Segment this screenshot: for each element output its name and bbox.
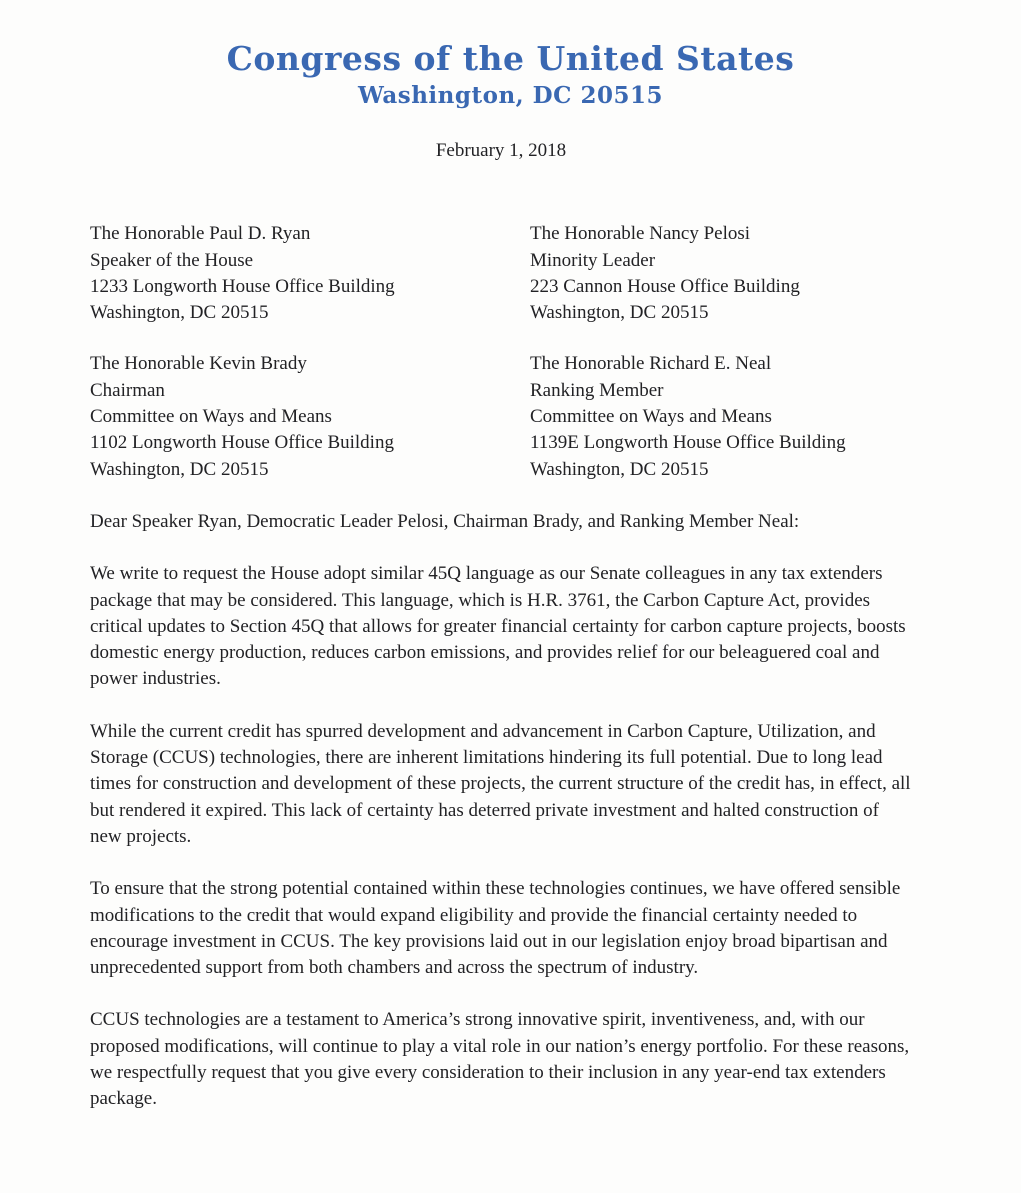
body-paragraph-1: We write to request the House adopt similar 45Q language as our Senate colleagues in any tax extenders package that may be considered. This language, which is H.R. 3761, the Carbon Capture Act, provides critical updates to Section 45Q that allows for greater financial certainty for carbon capture projects, boosts domestic energy production, reduces carbon emissions, and provides relief for our beleaguered coal and power industries.: [90, 563, 906, 690]
recipient-line: The Honorable Nancy Pelosi: [530, 223, 751, 245]
recipient-line: Committee on Ways and Means: [530, 406, 772, 428]
recipient-block-brady: [90, 351, 530, 482]
recipient-line: Committee on Ways and Means: [90, 406, 332, 428]
recipient-blocks: [90, 221, 912, 483]
recipient-line: 223 Cannon House Office Building: [530, 275, 800, 297]
recipient-line: 1102 Longworth House Office Building: [90, 432, 394, 454]
recipient-line: Chairman: [90, 379, 165, 401]
date-line: February 1, 2018: [435, 140, 567, 161]
recipient-line: Minority Leader: [530, 249, 656, 271]
recipient-line: Speaker of the House: [90, 249, 254, 271]
recipient-line: The Honorable Richard E. Neal: [530, 353, 772, 375]
recipient-line: Washington, DC 20515: [530, 458, 709, 480]
letterhead-title: Congress of the United States: [226, 39, 795, 78]
recipient-line: Washington, DC 20515: [90, 302, 269, 324]
recipient-block-ryan: [90, 221, 530, 326]
recipient-line: 1233 Longworth House Office Building: [90, 275, 395, 297]
body-paragraph-3: To ensure that the strong potential contained within these technologies continues, we have offered sensible modifications to the credit that would expand eligibility and provide the financial certainty needed to encourage investment in CCUS. The key provisions laid out in our legislation enjoy broad bipartisan and unprecedented support from both chambers and across the spectrum of industry.: [90, 878, 901, 979]
recipient-line: 1139E Longworth House Office Building: [530, 432, 846, 454]
letter-body: [90, 138, 912, 1113]
recipient-line: Washington, DC 20515: [90, 458, 269, 480]
recipient-line: The Honorable Kevin Brady: [90, 353, 307, 375]
recipient-line: The Honorable Paul D. Ryan: [90, 223, 311, 245]
recipient-block-neal: [530, 351, 912, 482]
body-paragraph-2: While the current credit has spurred development and advancement in Carbon Capture, Utilization, and Storage (CCUS) technologies, there are inherent limitations hindering its full potential. Due to long lead times for construction and development of these projects, the current structure of the credit has, in effect, all but rendered it expired. This lack of certainty has deterred private investment and halted construction of new projects.: [90, 720, 911, 847]
body-paragraph-4: CCUS technologies are a testament to America’s strong innovative spirit, inventiveness, and, with our proposed modifications, will continue to play a vital role in our nation’s energy portfolio. For these reasons, we respectfully request that you give every consideration to their inclusion in any year-end tax extenders package.: [90, 1009, 910, 1110]
recipient-line: Ranking Member: [530, 379, 664, 401]
recipient-line: Washington, DC 20515: [530, 302, 709, 324]
recipient-block-pelosi: [530, 221, 912, 326]
salutation: Dear Speaker Ryan, Democratic Leader Pelosi, Chairman Brady, and Ranking Member Neal:: [90, 510, 800, 532]
letterhead-address: Washington, DC 20515: [358, 82, 663, 109]
letterhead: [0, 0, 1021, 110]
